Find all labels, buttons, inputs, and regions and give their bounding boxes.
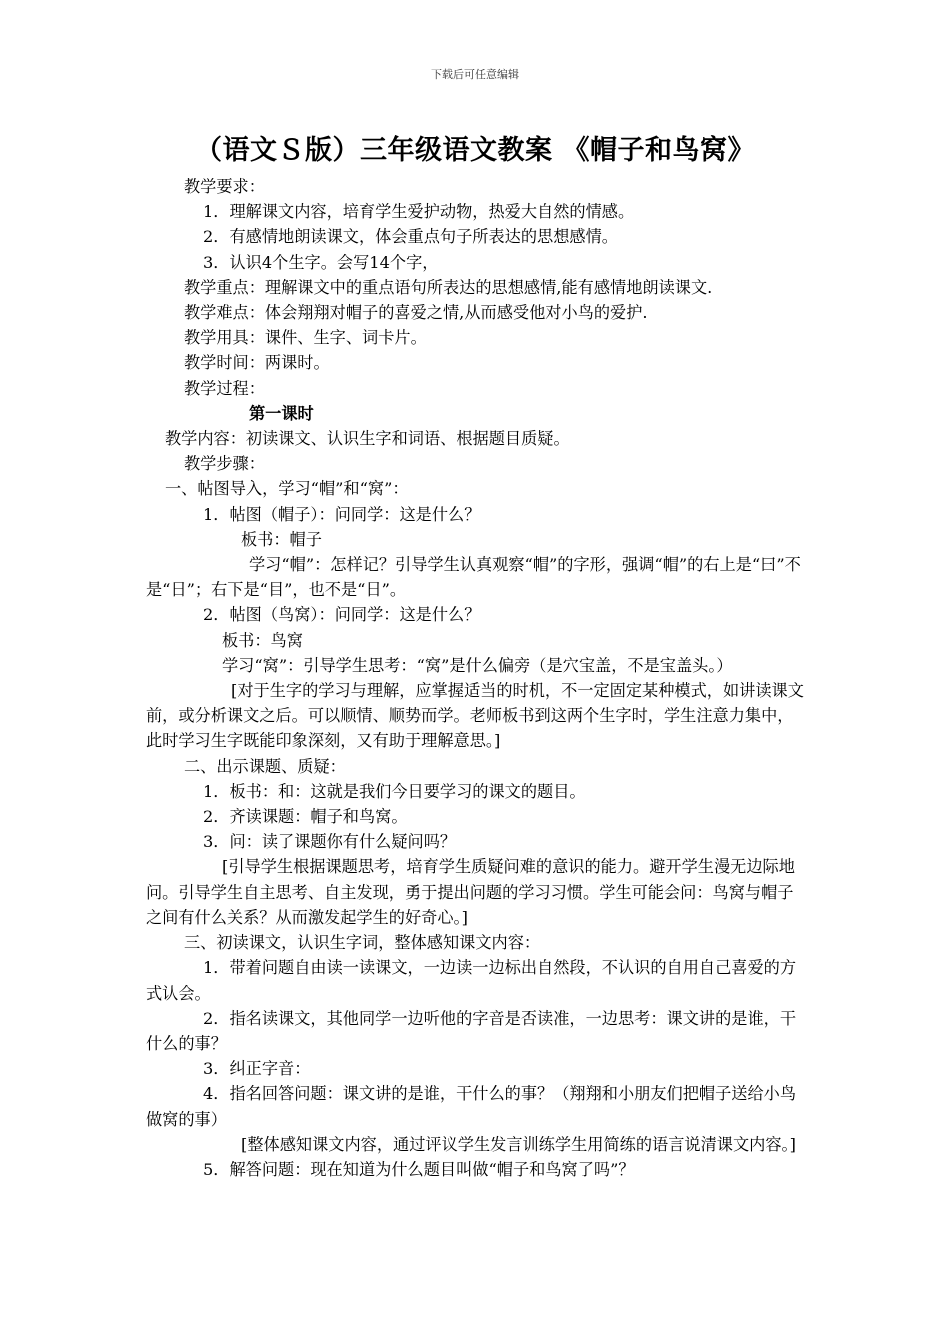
lesson-heading: 第一课时 [249,403,314,423]
step-item: 1．带着问题自由读一读课文，一边读一边标出自然段，不认识的自用自己喜爱的方式认会。 [146,958,797,1003]
section-heading-process: 教学过程： [184,378,265,398]
requirement-item: 2．有感情地朗读课文，体会重点句子所表达的思想感情。 [203,227,618,247]
step-paragraph: 学习“帽”：怎样记？引导学生认真观察“帽”的字形，强调“帽”的右上是“曰”不是“日”；右下是“目”，也不是“日”。 [146,555,801,600]
teacher-note: [对于生字的学习与理解，应掌握适当的时机，不一定固定某种模式，如讲读课文前，或分析课文之后。可以顺情、顺势而学。老师板书到这两个生字时，学生注意力集中，此时学习生字既能印象深刻，又有助于理解意思。] [146,681,804,751]
step-item: 3．问：读了课题你有什么疑问吗？ [203,832,457,852]
teaching-tools: 教学用具：课件、生字、词卡片。 [184,328,427,348]
document-body [146,174,806,1182]
step-item: 2．帖图（鸟窝）：问同学：这是什么？ [203,605,481,625]
document-title: （语文Ｓ版）三年级语文教案 《帽子和鸟窝》 [195,135,755,166]
requirement-item: 3．认识4个生字。会写14个字， [203,252,439,272]
teacher-note: [整体感知课文内容，通过评议学生发言训练学生用简练的语言说清课文内容。] [241,1134,796,1154]
teaching-time: 教学时间：两课时。 [184,353,330,373]
requirement-item: 1．理解课文内容，培育学生爱护动物，热爱大自然的情感。 [203,202,635,222]
section-heading-steps: 教学步骤： [184,454,265,474]
teacher-note: [引导学生根据课题思考，培育学生质疑问难的意识的能力。避开学生漫无边际地问。引导学生自主思考、自主发现，勇于提出问题的学习习惯。学生可能会问：鸟窝与帽子之间有什么关系？从而激发起学生的好奇心。] [146,857,795,927]
step-item: 2．齐读课题：帽子和鸟窝。 [203,807,408,827]
step-item: 2．指名读课文，其他同学一边听他的字音是否读准，一边思考：课文讲的是谁，干什么的事？ [146,1008,797,1053]
step-item: 4．指名回答问题：课文讲的是谁，干什么的事？（翔翔和小朋友们把帽子送给小鸟做窝的事） [146,1084,797,1129]
header-note: 下载后可任意编辑 [431,68,519,81]
step-item: 5．解答问题：现在知道为什么题目叫做“帽子和鸟窝了吗”？ [203,1159,635,1179]
step-paragraph: 学习“窝”：引导学生思考：“窝”是什么偏旁（是穴宝盖，不是宝盖头。） [222,655,733,675]
step-item: 1．板书：和：这就是我们今日要学习的课文的题目。 [203,781,586,801]
key-points: 教学重点：理解课文中的重点语句所表达的思想感情,能有感情地朗读课文. [184,277,713,297]
step-heading: 二、出示课题、质疑： [184,756,346,776]
step-item: 1．帖图（帽子）：问同学：这是什么？ [203,504,481,524]
step-heading: 三、初读课文，认识生字词，整体感知课文内容： [184,933,541,953]
board-note: 板书：鸟窝 [222,630,303,650]
section-heading-requirements: 教学要求： [184,177,265,196]
difficult-points: 教学难点：体会翔翔对帽子的喜爱之情,从而感受他对小鸟的爱护. [184,303,648,323]
step-heading: 一、帖图导入，学习“帽”和“窝”： [165,479,409,499]
step-item: 3．纠正字音： [203,1059,311,1079]
board-note: 板书：帽子 [241,529,322,549]
teaching-content: 教学内容：初读课文、认识生字和词语、根据题目质疑。 [165,429,570,449]
